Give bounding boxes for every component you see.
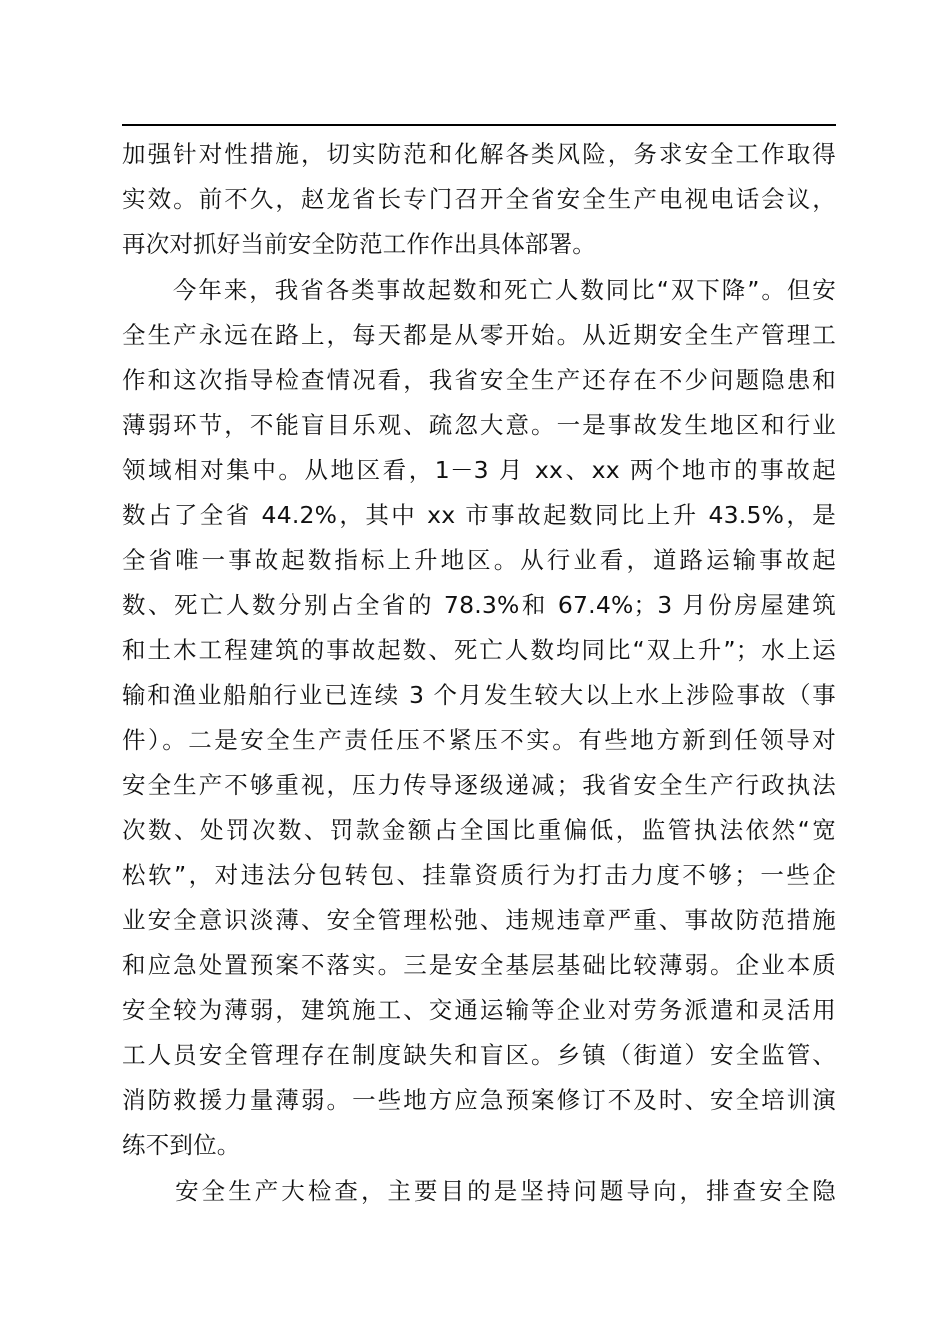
text-line: 加强针对性措施，切实防范和化解各类风险，务求安全工作取得 xyxy=(122,140,836,168)
text-line: 安全生产不够重视，压力传导逐级递减；我省安全生产行政执法 xyxy=(122,771,836,799)
paragraph xyxy=(122,1169,836,1214)
text-line: 数、死亡人数分别占全省的 78.3%和 67.4%；3 月份房屋建筑 xyxy=(122,591,836,619)
text-line: 和土木工程建筑的事故起数、死亡人数均同比“双上升”；水上运 xyxy=(122,636,836,664)
text-line: 和应急处置预案不落实。三是安全基层基础比较薄弱。企业本质 xyxy=(122,951,836,979)
text-line: 业安全意识淡薄、安全管理松弛、违规违章严重、事故防范措施 xyxy=(122,906,836,934)
text-line: 安全较为薄弱，建筑施工、交通运输等企业对劳务派遣和灵活用 xyxy=(122,996,836,1024)
text-line: 全省唯一事故起数指标上升地区。从行业看，道路运输事故起 xyxy=(122,546,836,574)
paragraph xyxy=(122,268,836,1168)
text-line: 今年来，我省各类事故起数和死亡人数同比“双下降”。但安 xyxy=(122,276,836,304)
text-line: 实效。前不久，赵龙省长专门召开全省安全生产电视电话会议， xyxy=(122,185,836,213)
text-line: 消防救援力量薄弱。一些地方应急预案修订不及时、安全培训演 xyxy=(122,1086,836,1114)
text-line: 输和渔业船舶行业已连续 3 个月发生较大以上水上涉险事故（事 xyxy=(122,681,836,709)
text-line: 薄弱环节，不能盲目乐观、疏忽大意。一是事故发生地区和行业 xyxy=(122,411,836,439)
text-line: 全生产永远在路上，每天都是从零开始。从近期安全生产管理工 xyxy=(122,321,836,349)
header-rule xyxy=(122,124,836,126)
text-line: 次数、处罚次数、罚款金额占全国比重偏低，监管执法依然“宽 xyxy=(122,816,836,844)
paragraph xyxy=(122,132,836,267)
text-line: 再次对抓好当前安全防范工作作出具体部署。 xyxy=(122,230,596,258)
text-line: 练不到位。 xyxy=(122,1131,241,1159)
text-line: 松软”，对违法分包转包、挂靠资质行为打击力度不够；一些企 xyxy=(122,861,836,889)
text-line: 件）。二是安全生产责任压不紧压不实。有些地方新到任领导对 xyxy=(122,726,836,754)
document-body xyxy=(122,132,836,1214)
text-line: 作和这次指导检查情况看，我省安全生产还存在不少问题隐患和 xyxy=(122,366,836,394)
text-line: 数占了全省 44.2%，其中 xx 市事故起数同比上升 43.5%，是 xyxy=(122,501,836,529)
text-line: 安全生产大检查，主要目的是坚持问题导向，排查安全隐 xyxy=(122,1177,836,1205)
text-line: 工人员安全管理存在制度缺失和盲区。乡镇（街道）安全监管、 xyxy=(122,1041,836,1069)
text-line: 领域相对集中。从地区看，1－3 月 xx、xx 两个地市的事故起 xyxy=(122,456,836,484)
